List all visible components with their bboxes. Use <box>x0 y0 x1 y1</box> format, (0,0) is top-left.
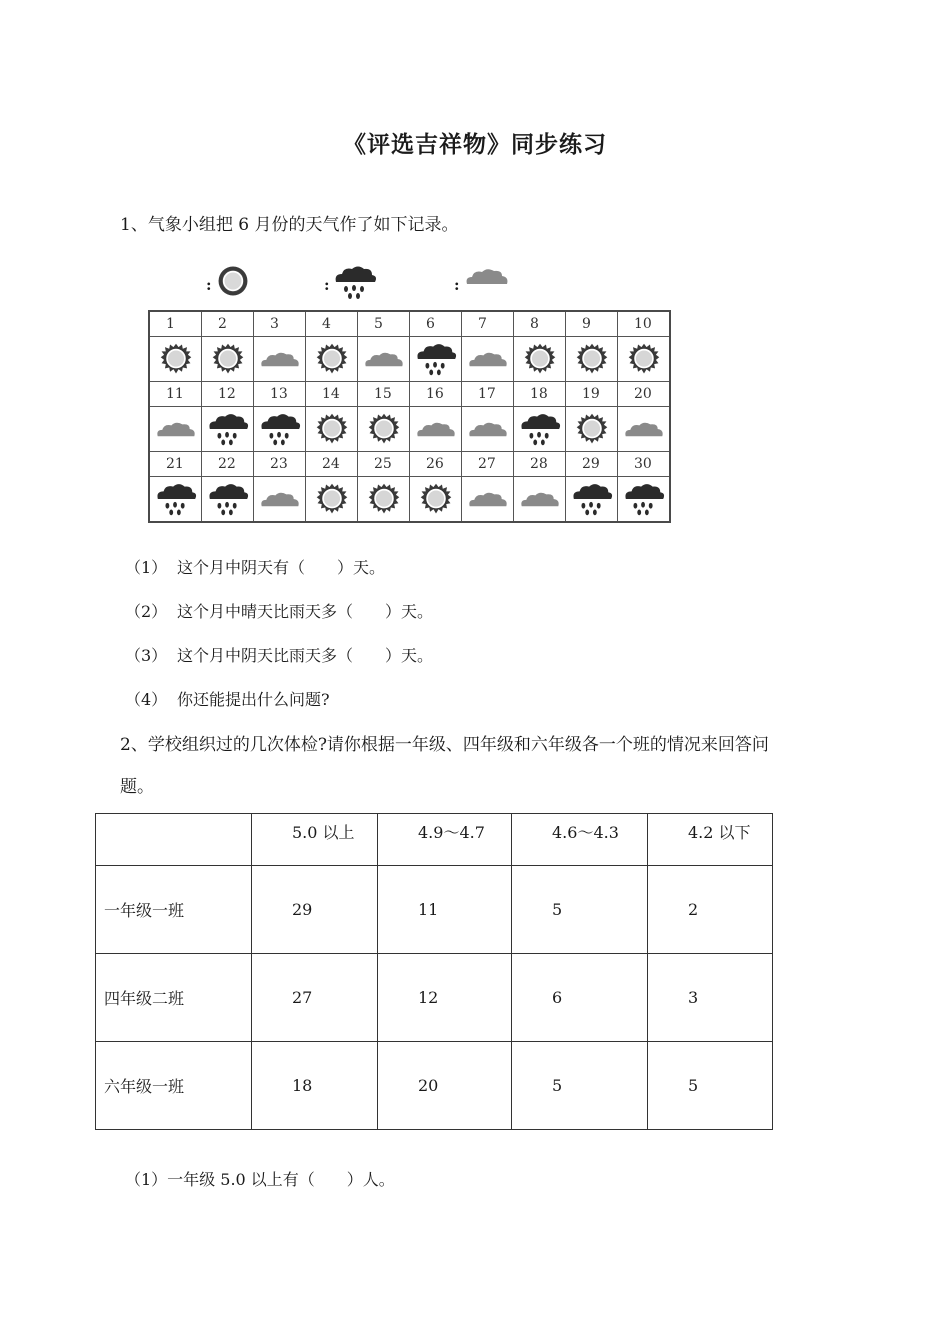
calendar-weather-cell <box>149 477 202 523</box>
sub-text: 这个月中晴天比雨天多（ ）天。 <box>177 602 434 621</box>
sub-text: 这个月中阴天有（ ）天。 <box>177 558 386 577</box>
sun-icon <box>306 342 357 376</box>
table-header-cell: 5.0 以上 <box>252 814 378 866</box>
overcast-cloud-icon <box>254 348 305 370</box>
rain-cloud-icon <box>410 341 461 377</box>
calendar-day-number: 27 <box>462 452 514 477</box>
question-2-sub-1: （1）一年级 5.0 以上有（ ）人。 <box>125 1170 395 1189</box>
table-header-row <box>96 814 773 866</box>
rain-cloud-icon <box>566 481 617 517</box>
question-2-text-line-1: 2、学校组织过的几次体检?请你根据一年级、四年级和六年级各一个班的情况来回答问 <box>120 735 769 755</box>
table-header-cell: 4.9～4.7 <box>378 814 512 866</box>
row-label: 一年级一班 <box>96 866 252 954</box>
calendar-weather-cell <box>358 407 410 452</box>
table-cell: 29 <box>252 866 378 954</box>
sun-icon <box>358 412 409 446</box>
overcast-cloud-icon <box>254 488 305 510</box>
calendar-day-number: 7 <box>462 311 514 337</box>
calendar-weather-cell <box>618 337 671 382</box>
sun-icon <box>306 482 357 516</box>
calendar-day-number: 20 <box>618 382 671 407</box>
legend-colon: : <box>454 276 460 294</box>
calendar-day-number: 16 <box>410 382 462 407</box>
calendar-day-number: 13 <box>254 382 306 407</box>
calendar-day-number: 2 <box>202 311 254 337</box>
calendar-day-number: 29 <box>566 452 618 477</box>
calendar-day-number: 22 <box>202 452 254 477</box>
overcast-cloud-icon <box>464 264 510 292</box>
calendar-weather-cell <box>306 337 358 382</box>
overcast-cloud-icon <box>462 488 513 510</box>
calendar-weather-cell <box>254 337 306 382</box>
table-row <box>96 866 773 954</box>
calendar-weather-cell <box>618 477 671 523</box>
calendar-weather-cell <box>514 407 566 452</box>
calendar-day-number: 30 <box>618 452 671 477</box>
sub-number: （3） <box>125 646 168 665</box>
overcast-cloud-icon <box>462 418 513 440</box>
calendar-weather-cell <box>410 407 462 452</box>
calendar-weather-cell <box>202 337 254 382</box>
calendar-weather-cell <box>410 477 462 523</box>
calendar-day-number: 19 <box>566 382 618 407</box>
rain-cloud-icon <box>202 411 253 447</box>
calendar-weather-cell <box>514 477 566 523</box>
rain-cloud-icon <box>254 411 305 447</box>
legend-colon: : <box>206 276 212 294</box>
calendar-day-number: 11 <box>149 382 202 407</box>
calendar-weather-cell <box>566 477 618 523</box>
calendar-day-number: 18 <box>514 382 566 407</box>
calendar-day-number: 28 <box>514 452 566 477</box>
overcast-cloud-icon <box>462 348 513 370</box>
calendar-day-number: 5 <box>358 311 410 337</box>
calendar-weather-cell <box>254 407 306 452</box>
question-1-sub-3 <box>125 643 433 666</box>
sub-text: 你还能提出什么问题? <box>177 690 330 709</box>
calendar-weather-row <box>149 407 670 452</box>
calendar-weather-cell <box>358 477 410 523</box>
question-2-text-line-2: 题。 <box>120 777 154 797</box>
sun-icon <box>618 342 669 376</box>
table-cell: 20 <box>378 1042 512 1130</box>
table-row <box>96 1042 773 1130</box>
sun-icon <box>150 342 201 376</box>
table-header-cell: 4.6～4.3 <box>512 814 648 866</box>
rain-cloud-icon <box>150 481 201 517</box>
calendar-day-number: 8 <box>514 311 566 337</box>
table-cell: 11 <box>378 866 512 954</box>
row-label: 四年级二班 <box>96 954 252 1042</box>
overcast-cloud-icon <box>618 418 669 440</box>
calendar-day-number: 14 <box>306 382 358 407</box>
calendar-day-number: 10 <box>618 311 671 337</box>
calendar-weather-cell <box>306 477 358 523</box>
calendar-day-number: 24 <box>306 452 358 477</box>
table-cell: 12 <box>378 954 512 1042</box>
question-1-sub-2 <box>125 599 433 622</box>
calendar-day-number: 26 <box>410 452 462 477</box>
legend-colon: : <box>324 276 330 294</box>
rain-cloud-icon <box>618 481 669 517</box>
vision-table <box>95 813 773 1130</box>
calendar-date-row <box>149 382 670 407</box>
table-cell: 18 <box>252 1042 378 1130</box>
table-header-cell <box>96 814 252 866</box>
question-1-text: 1、气象小组把 6 月份的天气作了如下记录。 <box>120 215 459 235</box>
calendar-weather-cell <box>306 407 358 452</box>
calendar-day-number: 15 <box>358 382 410 407</box>
sub-number: （2） <box>125 602 168 621</box>
question-1-sub-1 <box>125 555 385 578</box>
sub-number: （1） <box>125 558 168 577</box>
sun-icon <box>566 412 617 446</box>
row-label: 六年级一班 <box>96 1042 252 1130</box>
rain-cloud-icon <box>514 411 565 447</box>
weather-calendar <box>148 310 671 523</box>
table-header-cell: 4.2 以下 <box>648 814 773 866</box>
overcast-cloud-icon <box>514 488 565 510</box>
table-row <box>96 954 773 1042</box>
sun-icon <box>566 342 617 376</box>
table-cell: 27 <box>252 954 378 1042</box>
rain-cloud-icon <box>202 481 253 517</box>
rain-cloud-icon <box>332 264 378 304</box>
calendar-day-number: 17 <box>462 382 514 407</box>
table-cell: 5 <box>512 1042 648 1130</box>
sun-icon <box>358 482 409 516</box>
overcast-cloud-icon <box>358 348 409 370</box>
page-title: 《评选吉祥物》同步练习 <box>343 131 607 158</box>
sun-icon <box>514 342 565 376</box>
calendar-weather-row <box>149 337 670 382</box>
calendar-weather-cell <box>462 477 514 523</box>
calendar-weather-cell <box>202 407 254 452</box>
calendar-day-number: 21 <box>149 452 202 477</box>
calendar-weather-cell <box>618 407 671 452</box>
calendar-day-number: 6 <box>410 311 462 337</box>
calendar-weather-cell <box>566 407 618 452</box>
table-cell: 6 <box>512 954 648 1042</box>
calendar-weather-cell <box>462 337 514 382</box>
calendar-weather-cell <box>514 337 566 382</box>
calendar-day-number: 9 <box>566 311 618 337</box>
overcast-cloud-icon <box>150 418 201 440</box>
calendar-weather-cell <box>566 337 618 382</box>
overcast-cloud-icon <box>410 418 461 440</box>
table-cell: 5 <box>648 1042 773 1130</box>
calendar-date-row <box>149 311 670 337</box>
calendar-weather-cell <box>358 337 410 382</box>
calendar-day-number: 1 <box>149 311 202 337</box>
sun-icon <box>410 482 461 516</box>
calendar-day-number: 4 <box>306 311 358 337</box>
question-1-sub-4 <box>125 687 330 710</box>
calendar-weather-row <box>149 477 670 523</box>
sub-text: 这个月中阴天比雨天多（ ）天。 <box>177 646 434 665</box>
calendar-weather-cell <box>202 477 254 523</box>
calendar-day-number: 12 <box>202 382 254 407</box>
calendar-weather-cell <box>410 337 462 382</box>
calendar-weather-cell <box>149 407 202 452</box>
calendar-weather-cell <box>149 337 202 382</box>
sun-icon <box>216 264 250 302</box>
calendar-day-number: 23 <box>254 452 306 477</box>
calendar-day-number: 3 <box>254 311 306 337</box>
table-cell: 2 <box>648 866 773 954</box>
calendar-day-number: 25 <box>358 452 410 477</box>
table-cell: 5 <box>512 866 648 954</box>
sub-number: （4） <box>125 690 168 709</box>
calendar-weather-cell <box>254 477 306 523</box>
sun-icon <box>306 412 357 446</box>
table-cell: 3 <box>648 954 773 1042</box>
calendar-date-row <box>149 452 670 477</box>
sun-icon <box>202 342 253 376</box>
weather-legend <box>200 264 530 304</box>
calendar-weather-cell <box>462 407 514 452</box>
